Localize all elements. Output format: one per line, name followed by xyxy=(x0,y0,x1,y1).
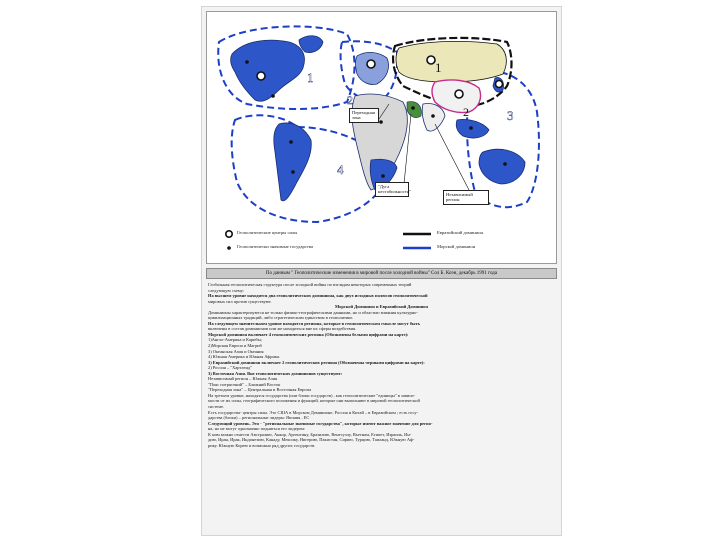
significant-state-marker xyxy=(271,94,275,98)
significant-state-marker xyxy=(379,120,383,124)
text-line: 3) Океанская Азия и Океания xyxy=(208,348,264,354)
legend-significant-state-icon xyxy=(227,246,231,250)
text-line: 2)Морская Европа и Магриб xyxy=(208,343,262,349)
text-line: мировых сил против существуют. xyxy=(208,298,272,304)
significant-state-marker xyxy=(381,174,385,178)
text-line: Морской Доминион и Евразийский Доминион xyxy=(335,304,428,310)
text-line: Есть государства- центры силы. Это США в Морском Доминионе, Россия и Китай – в Евразийском ; есть госу- xyxy=(208,409,419,415)
text-line: Независимый регион – Южная Азия xyxy=(208,376,278,382)
text-line: На следующем значительном уровне находятся регионы, которые в геополитическом смысле могут быть xyxy=(208,320,421,326)
significant-state-marker xyxy=(245,60,249,64)
text-line: на, но не могут однозначно подняться его лидером: xyxy=(208,426,306,432)
document-sheet xyxy=(201,6,562,536)
region-number-2-maritime: 2 xyxy=(347,93,353,107)
text-line: 4) Южная Америка и Южная Африка. xyxy=(208,354,281,360)
text-line: включены в состав доминионов или же находиться вне их сферы воздействия. xyxy=(208,326,357,332)
text-line: "Переходная зона" – Центральная и Восточная Европа xyxy=(208,387,312,393)
text-line: 1) Евразийский доминион включает 2 геополитических региона (Обозначены черными цифрами на карте): xyxy=(208,359,425,365)
legend-eurasian-label: Евразийский доминион xyxy=(437,230,483,235)
text-line: На третьем уровне, находятся государства (или блоки государств) , как геополитические "единицы" в зависи- xyxy=(208,392,416,398)
geopolitical-map xyxy=(206,11,557,264)
text-line: Глобальная геополитическая структура после холодной войны по взглядам некоторых современных теорий xyxy=(208,282,412,287)
power-center-marker-japan xyxy=(496,81,503,88)
australia-landmass xyxy=(479,149,525,184)
text-line: цивилизационных традиций, либо стратегическим единством в геополитике. xyxy=(208,315,354,321)
text-line: 2) Россия – "Хартленд" xyxy=(208,365,252,371)
text-line: "Пояс потрясений" – Ближний Восток xyxy=(208,381,281,387)
significant-state-marker xyxy=(411,106,415,110)
independent-region-callout: Независимый регион xyxy=(443,190,489,205)
significant-state-marker xyxy=(291,170,295,174)
legend-power-center-icon xyxy=(226,231,232,237)
legend-geo-center-label: Геополитические центры силы xyxy=(237,230,298,235)
arc-of-instability-area xyxy=(407,102,421,118)
region-number-1-eurasian: 1 xyxy=(435,60,442,75)
text-line: На высшем уровне находятся два геополитических доминиона, как двух исходных полюсов геополитической xyxy=(208,293,428,299)
legend-maritime-label: Морской доминион xyxy=(437,244,476,249)
region-number-4-maritime: 4 xyxy=(337,162,344,177)
arc-of-instability-callout: "Дуга нестабильности" xyxy=(375,182,409,197)
north-america-landmass xyxy=(231,40,305,101)
text-line: дарства (блоки) – региональные лидеры: Япония , ЕС xyxy=(208,415,310,421)
significant-state-marker xyxy=(289,140,293,144)
world-map-graphic xyxy=(207,12,556,263)
text-line: К ним можно отнести Австралию, Анкор, Аргентину, Бразилию, Венесуэлу, Вьетнам, Египет, Израиль, Ин- xyxy=(208,431,412,437)
south-america-landmass xyxy=(274,123,312,201)
legend-geo-state-label: Геополитически значимые государства xyxy=(237,244,314,249)
text-line: Следующий уровень. Это - "региональные значимые государства", которые имеют важное значение для регио- xyxy=(208,420,433,426)
power-center-marker-eu xyxy=(367,60,375,68)
text-line: рику. Южную Корею и возможно ряд других государств. xyxy=(208,442,316,448)
text-line: Морской доминион включает 4 геополитических региона (Обозначены белыми цифрами на карте): xyxy=(208,331,409,337)
text-line: системе. xyxy=(208,404,225,410)
text-line: мости от их силы, географического положения и функций, которые они выполняют в мировой геополитической xyxy=(208,398,420,404)
significant-state-marker xyxy=(469,126,473,130)
source-caption: По данным " Геополитические изменения в мировой после холодной войны" Сол Б. Коэн, декабрь 1991 года xyxy=(206,268,557,279)
transition-zone-callout: Переходная зона xyxy=(349,108,379,123)
significant-state-marker xyxy=(431,114,435,118)
power-center-marker-usa xyxy=(257,72,265,80)
region-number-2-eurasian: 2 xyxy=(463,105,469,119)
region-number-3-maritime: 3 xyxy=(507,108,514,123)
power-center-marker-china xyxy=(455,90,463,98)
significant-state-marker xyxy=(503,162,507,166)
greenland-landmass xyxy=(299,36,323,53)
power-center-marker-russia xyxy=(427,56,435,64)
text-line: следующую схему: xyxy=(208,287,245,293)
text-line: дию, Иран, Ирак, Индонезию, Канаду, Мексику, Нигерию, Пакистан, Сирию, Турцию, Таиланд, Южную Аф- xyxy=(208,437,415,443)
text-line: Доминионы характеризуются не только физико-географическими данными, но и областью влияния культурно- xyxy=(208,309,418,315)
text-line: 3) Восточная Азия. Вне геополитических доминионов существуют: xyxy=(208,370,343,376)
text-line: 1)Англо-Америка и Карибы; xyxy=(208,337,262,343)
russia-heartland-landmass xyxy=(396,41,506,82)
region-number-1-maritime: 1 xyxy=(307,70,314,85)
body-text xyxy=(208,282,555,527)
